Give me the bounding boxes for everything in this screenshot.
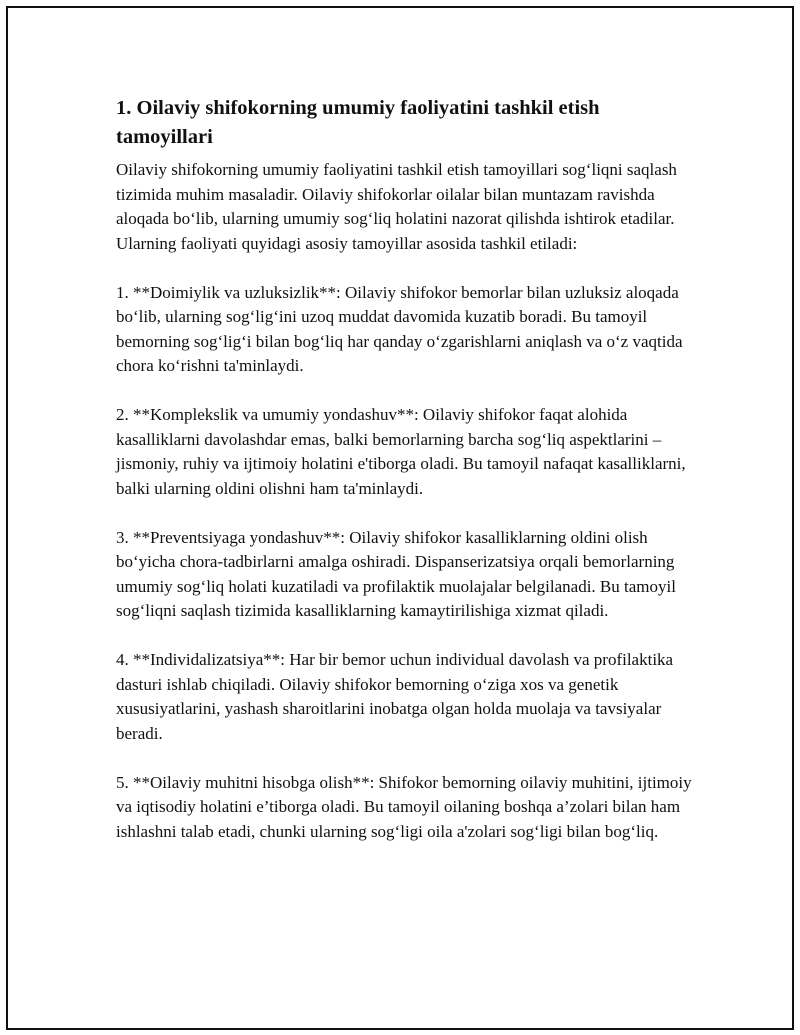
principle-3-paragraph: 3. **Preventsiyaga yondashuv**: Oilaviy shifokor kasalliklarning oldini olish bo‘yicha chora-tadbirlarni amalga oshiradi. Dispanserizatsiya orqali bemorlarning umumiy sog‘liq holati kuzatiladi va profilaktik muolajalar belgilanadi. Bu tamoyil sog‘liqni saqlash tizimida kasalliklarning kamaytirilishiga xizmat qiladi. [116,527,676,620]
principle-5-paragraph: 5. **Oilaviy muhitni hisobga olish**: Shifokor bemorning oilaviy muhitini, ijtimoiy va iqtisodiy holatini e’tiborga oladi. Bu tamoyil oilaning boshqa a’zolari bilan ham ishlashni talab etadi, chunki ularning sog‘ligi oila a'zolari sog‘ligi bilan bog‘liq. [116,772,692,841]
principle-2-paragraph: 2. **Komplekslik va umumiy yondashuv**: Oilaviy shifokor faqat alohida kasalliklarni davolashdar emas, balki bemorlarning barcha sog‘liq aspektlarini – jismoniy, ruhiy va ijtimoiy holatini e'tiborga oladi. Bu tamoyil nafaqat kasalliklarni, balki ularning oldini olishni ham ta'minlaydi. [116,405,686,498]
section-heading: 1. Oilaviy shifokorning umumiy faoliyatini tashkil etish tamoyillari [116,97,600,148]
document-body [116,94,696,869]
intro-paragraph: Oilaviy shifokorning umumiy faoliyatini tashkil etish tamoyillari sog‘liqni saqlash tizimida muhim masaladir. Oilaviy shifokorlar oilalar bilan muntazam ravishda aloqada bo‘lib, ularning umumiy sog‘liq holatini nazorat qilishda ishtirok etadilar. Ularning faoliyati quyidagi asosiy tamoyillar asosida tashkil etiladi: [116,160,677,253]
principle-1-paragraph: 1. **Doimiylik va uzluksizlik**: Oilaviy shifokor bemorlar bilan uzluksiz aloqada bo‘lib, ularning sog‘lig‘ini uzoq muddat davomida kuzatib boradi. Bu tamoyil bemorning sog‘lig‘i bilan bog‘liq har qanday o‘zgarishlarni aniqlash va o‘z vaqtida chora ko‘rishni ta'minlaydi. [116,282,683,375]
principle-4-paragraph: 4. **Individalizatsiya**: Har bir bemor uchun individual davolash va profilaktika dasturi ishlab chiqiladi. Oilaviy shifokor bemorning o‘ziga xos va genetik xususiyatlarini, yashash sharoitlarini inobatga olgan holda muolaja va tavsiyalar beradi. [116,650,674,743]
